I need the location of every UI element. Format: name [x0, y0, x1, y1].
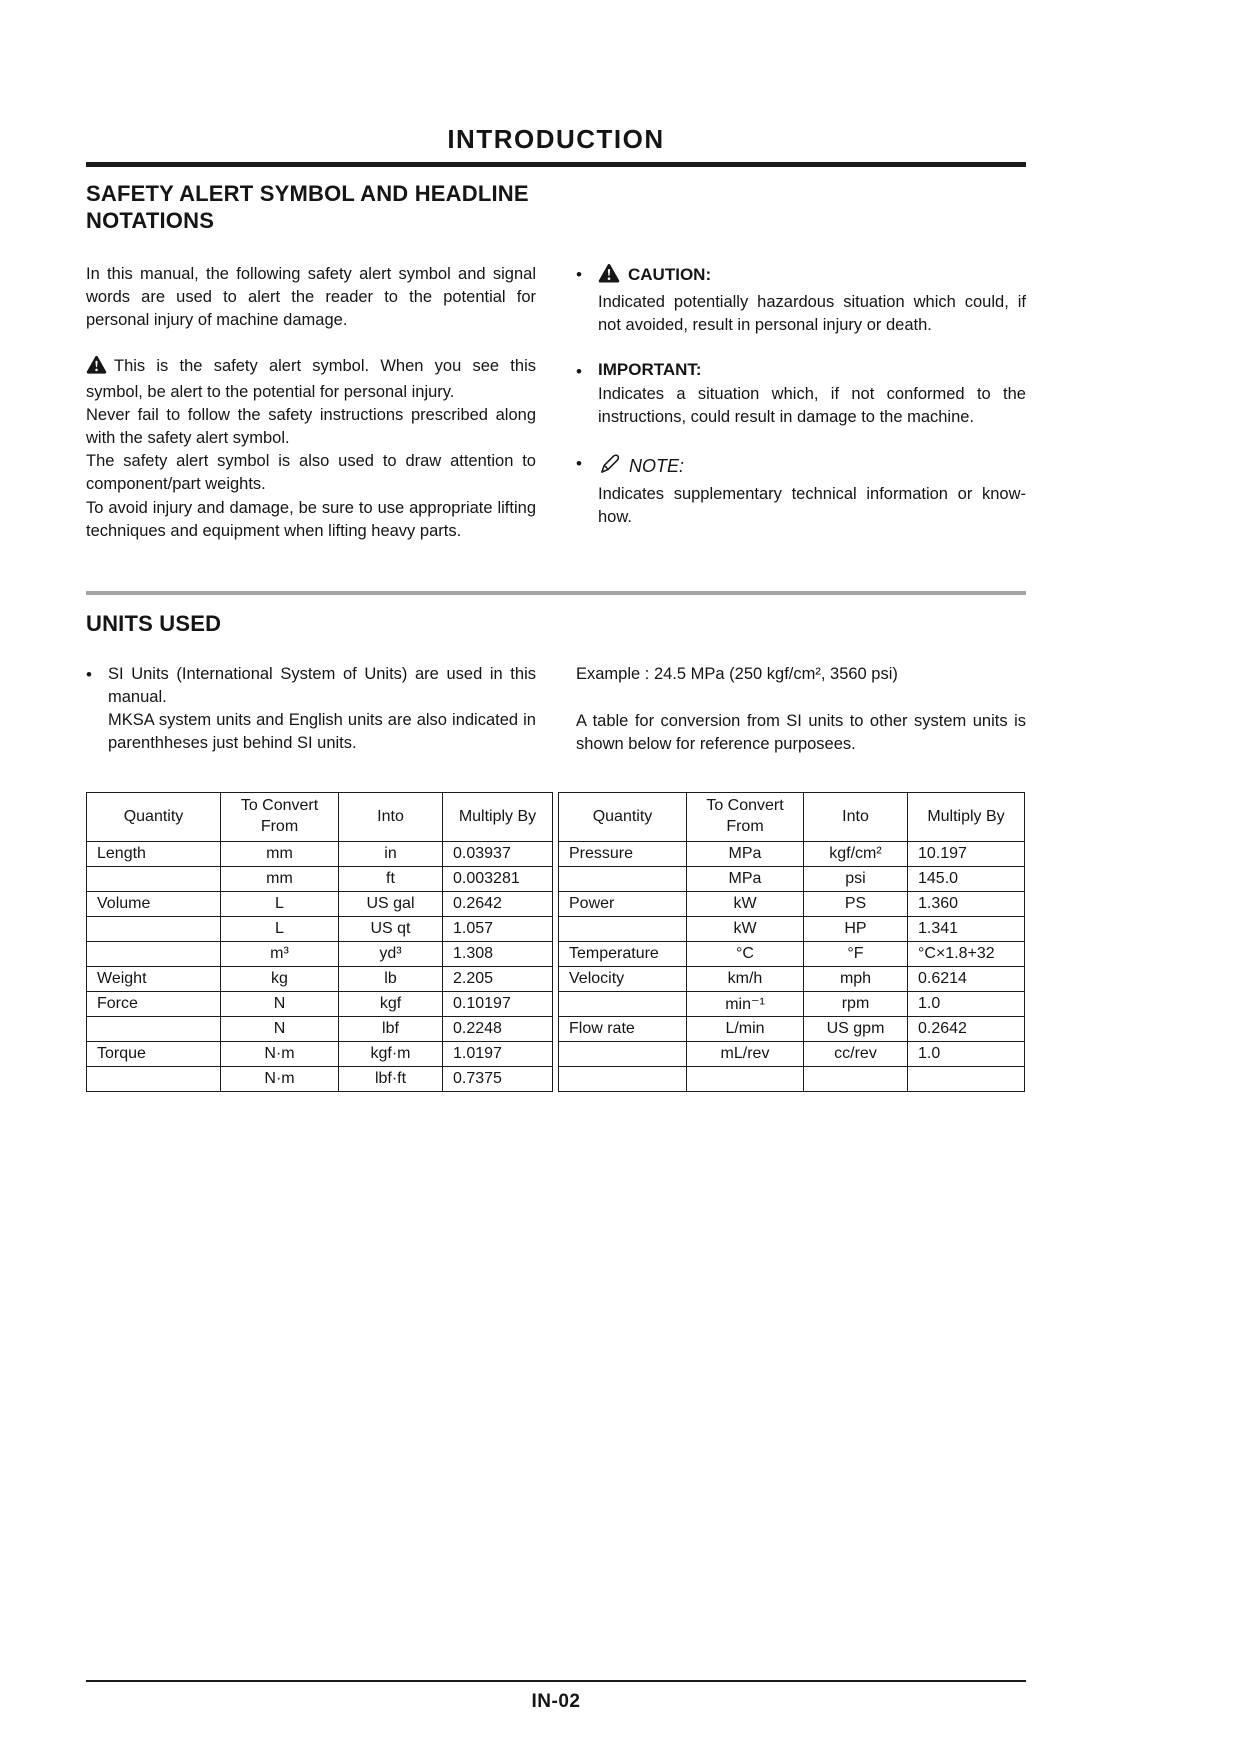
table-cell: 1.360 — [908, 891, 1025, 916]
safety-left-column — [86, 263, 536, 543]
table-row — [559, 916, 1025, 941]
table-cell: 0.003281 — [443, 866, 553, 891]
table-cell: Velocity — [559, 966, 687, 991]
table-row — [559, 841, 1025, 866]
table-cell: lbf·ft — [339, 1066, 443, 1091]
table-cell: Torque — [87, 1041, 221, 1066]
table-body-right — [559, 841, 1025, 1091]
table-cell: yd³ — [339, 941, 443, 966]
table-cell: kgf/cm² — [804, 841, 908, 866]
notice-head — [598, 360, 1026, 380]
table-cell: mL/rev — [687, 1041, 804, 1066]
col-header-from: To Convert From — [221, 792, 339, 841]
table-cell: rpm — [804, 991, 908, 1016]
table-cell — [908, 1066, 1025, 1091]
col-header-into: Into — [339, 792, 443, 841]
units-example: Example : 24.5 MPa (250 kgf/cm², 3560 psi) — [576, 664, 898, 683]
table-cell: °F — [804, 941, 908, 966]
table-row — [87, 966, 553, 991]
units-note: A table for conversion from SI units to other system units is shown below for reference purposees. — [576, 711, 1026, 753]
col-header-quantity: Quantity — [87, 792, 221, 841]
page-title: INTRODUCTION — [447, 124, 665, 154]
table-cell: 0.2642 — [908, 1016, 1025, 1041]
table-cell: mm — [221, 866, 339, 891]
table-cell: L/min — [687, 1016, 804, 1041]
table-cell: N·m — [221, 1066, 339, 1091]
col-header-multiply: Multiply By — [443, 792, 553, 841]
table-cell: ft — [339, 866, 443, 891]
table-row — [87, 1041, 553, 1066]
table-cell — [87, 1066, 221, 1091]
table-cell: L — [221, 916, 339, 941]
table-cell — [559, 916, 687, 941]
table-row — [559, 941, 1025, 966]
table-cell: 0.03937 — [443, 841, 553, 866]
table-cell: kW — [687, 891, 804, 916]
col-header-multiply: Multiply By — [908, 792, 1025, 841]
units-left-column — [86, 663, 536, 756]
table-row — [559, 866, 1025, 891]
table-row — [87, 1066, 553, 1091]
table-cell — [559, 991, 687, 1016]
notice-body: Indicates supplementary technical information or know-how. — [598, 485, 1026, 527]
table-cell: HP — [804, 916, 908, 941]
table-cell — [559, 1066, 687, 1091]
title-double-rule — [86, 162, 1026, 167]
table-cell: mph — [804, 966, 908, 991]
bullet: • — [576, 361, 582, 381]
notice-head — [598, 263, 1026, 288]
table-cell: Length — [87, 841, 221, 866]
bullet: • — [576, 264, 582, 284]
safety-intro-paragraph: In this manual, the following safety alert symbol and signal words are used to alert the reader to the potential for personal injury of machine damage. — [86, 264, 536, 329]
safety-alert-paragraph: To avoid injury and damage, be sure to use appropriate lifting techniques and equipment when lifting heavy parts. — [86, 498, 536, 540]
table-row — [87, 866, 553, 891]
table-header-row — [87, 792, 553, 841]
bullet: • — [576, 454, 582, 474]
pencil-icon — [598, 452, 621, 480]
safety-alert-icon — [86, 355, 107, 381]
table-cell: 1.0197 — [443, 1041, 553, 1066]
notice-body: Indicated potentially hazardous situation which could, if not avoided, result in personal injury or death. — [598, 292, 1026, 334]
paragraph-text: This is the safety alert symbol. When you see this symbol, be alert to the potential for personal injury. — [86, 356, 536, 402]
table-cell: 1.0 — [908, 991, 1025, 1016]
safety-alert-paragraph — [86, 355, 536, 404]
table-header-row — [559, 792, 1025, 841]
notice-label: CAUTION: — [628, 265, 712, 285]
table-row — [87, 941, 553, 966]
table-row — [559, 891, 1025, 916]
conversion-table-right — [558, 792, 1025, 1092]
table-cell: min⁻¹ — [687, 991, 804, 1016]
table-cell: 10.197 — [908, 841, 1025, 866]
table-cell: N — [221, 991, 339, 1016]
table-cell: °C×1.8+32 — [908, 941, 1025, 966]
table-cell: Flow rate — [559, 1016, 687, 1041]
heading-line-2: NOTATIONS — [86, 207, 215, 233]
important-notice — [576, 360, 1026, 429]
note-notice — [576, 452, 1026, 529]
table-cell: N·m — [221, 1041, 339, 1066]
table-cell — [804, 1066, 908, 1091]
table-body-left — [87, 841, 553, 1091]
safety-alert-paragraph: Never fail to follow the safety instructions prescribed along with the safety alert symbol. — [86, 406, 536, 448]
safety-right-column — [576, 263, 1026, 543]
notice-content — [598, 263, 1026, 337]
col-header-from: To Convert From — [687, 792, 804, 841]
table-cell — [559, 1041, 687, 1066]
col-header-quantity: Quantity — [559, 792, 687, 841]
table-cell: US gpm — [804, 1016, 908, 1041]
table-row — [559, 1016, 1025, 1041]
notice-label: NOTE: — [629, 455, 685, 476]
table-cell: 1.308 — [443, 941, 553, 966]
table-cell: km/h — [687, 966, 804, 991]
table-row — [87, 891, 553, 916]
table-row — [87, 991, 553, 1016]
table-cell: 145.0 — [908, 866, 1025, 891]
bullet: • — [86, 664, 92, 684]
table-cell — [87, 1016, 221, 1041]
table-cell: Pressure — [559, 841, 687, 866]
table-cell: L — [221, 891, 339, 916]
table-cell: Volume — [87, 891, 221, 916]
safety-alert-paragraph: The safety alert symbol is also used to draw attention to component/part weights. — [86, 452, 536, 494]
table-cell: US gal — [339, 891, 443, 916]
table-cell — [687, 1066, 804, 1091]
table-cell: 1.341 — [908, 916, 1025, 941]
table-cell: N — [221, 1016, 339, 1041]
table-row — [559, 1066, 1025, 1091]
table-cell: Temperature — [559, 941, 687, 966]
units-right-column — [576, 663, 1026, 756]
notice-head — [598, 452, 1026, 480]
table-cell: Force — [87, 991, 221, 1016]
table-cell: kgf·m — [339, 1041, 443, 1066]
table-cell: US qt — [339, 916, 443, 941]
safety-alert-icon — [598, 263, 620, 288]
table-row — [87, 916, 553, 941]
table-cell: °C — [687, 941, 804, 966]
table-cell: 0.7375 — [443, 1066, 553, 1091]
table-cell — [87, 866, 221, 891]
table-cell: MPa — [687, 866, 804, 891]
conversion-tables — [86, 792, 1026, 1092]
table-cell — [87, 941, 221, 966]
table-cell: kW — [687, 916, 804, 941]
caution-notice — [576, 263, 1026, 337]
table-cell: kg — [221, 966, 339, 991]
table-cell: lb — [339, 966, 443, 991]
notice-body: Indicates a situation which, if not conformed to the instructions, could result in damage to the machine. — [598, 384, 1026, 426]
notice-content — [598, 452, 1026, 529]
table-row — [87, 1016, 553, 1041]
units-columns — [86, 663, 1026, 756]
table-row — [559, 966, 1025, 991]
table-cell: 0.2248 — [443, 1016, 553, 1041]
table-cell: Weight — [87, 966, 221, 991]
table-row — [559, 991, 1025, 1016]
safety-columns — [86, 263, 1026, 543]
heading-line-1: SAFETY ALERT SYMBOL AND HEADLINE — [86, 181, 529, 206]
notice-content — [598, 360, 1026, 429]
table-cell: 2.205 — [443, 966, 553, 991]
col-header-into: Into — [804, 792, 908, 841]
table-cell: PS — [804, 891, 908, 916]
units-paragraph: MKSA system units and English units are also indicated in parenthheses just behind SI units. — [108, 710, 536, 752]
safety-alert-text-block — [86, 355, 536, 543]
units-paragraph: SI Units (International System of Units) are used in this manual. — [108, 664, 536, 706]
table-row — [87, 841, 553, 866]
units-bullet-text — [108, 663, 536, 755]
table-cell: 0.10197 — [443, 991, 553, 1016]
table-cell: cc/rev — [804, 1041, 908, 1066]
table-cell — [559, 866, 687, 891]
table-cell: psi — [804, 866, 908, 891]
units-bullet-item — [86, 663, 536, 755]
table-cell: 0.6214 — [908, 966, 1025, 991]
table-cell: m³ — [221, 941, 339, 966]
safety-section-heading — [86, 181, 1026, 235]
table-cell: in — [339, 841, 443, 866]
table-cell — [87, 916, 221, 941]
table-row — [559, 1041, 1025, 1066]
table-cell: kgf — [339, 991, 443, 1016]
notice-label: IMPORTANT: — [598, 359, 702, 379]
table-cell: 1.0 — [908, 1041, 1025, 1066]
table-cell: lbf — [339, 1016, 443, 1041]
table-cell: 1.057 — [443, 916, 553, 941]
table-cell: MPa — [687, 841, 804, 866]
page-number: IN-02 — [531, 1691, 581, 1712]
table-cell: 0.2642 — [443, 891, 553, 916]
section-divider — [86, 591, 1026, 595]
table-cell: mm — [221, 841, 339, 866]
conversion-table-left — [86, 792, 553, 1092]
units-heading: UNITS USED — [86, 610, 222, 636]
table-cell: Power — [559, 891, 687, 916]
footer-rule — [86, 1680, 1026, 1682]
